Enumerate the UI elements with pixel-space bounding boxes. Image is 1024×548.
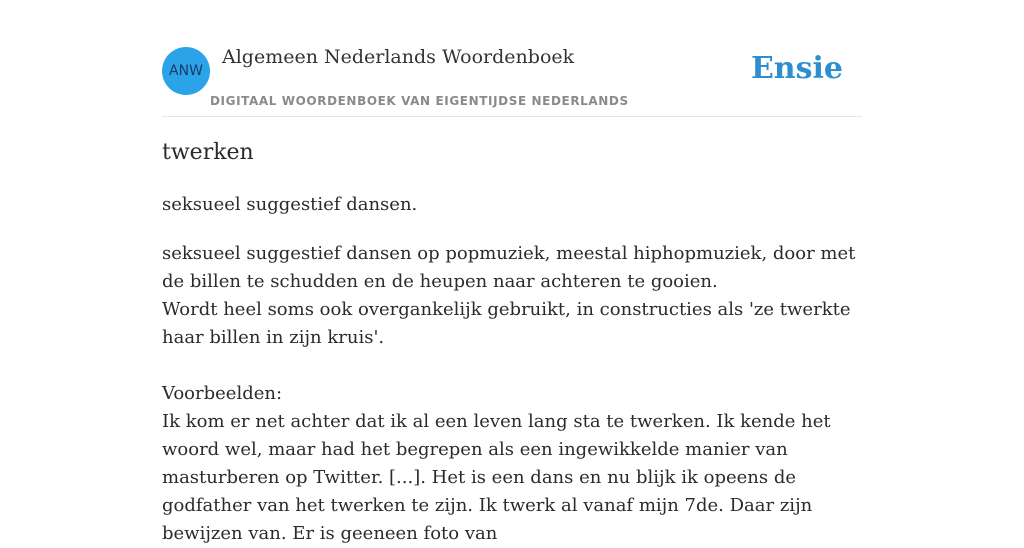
page <box>162 0 862 544</box>
site-title[interactable]: Algemeen Nederlands Woordenboek <box>222 46 575 68</box>
entry-long-definition: seksueel suggestief dansen op popmuziek, meestal hiphopmuziek, door met de billen te schudden en de heupen naar achteren te gooien. Wordt heel soms ook overgankelijk gebruikt, in constructies als 'ze twerkte haar billen in zijn kruis'. Voorbeelden: Ik kom er net achter dat ik al een leven lang sta te twerken. Ik kende het woord wel, maar had het begrepen als een ingewikkelde manier van masturberen op Twitter. [...]. Het is een dans en nu blijk ik opeens de godfather van het twerken te zijn. Ik twerk al vanaf mijn 7de. Daar zijn bewijzen van. Er is geeneen foto van <box>162 243 856 544</box>
entry-short-definition: seksueel suggestief dansen. <box>162 194 418 215</box>
header <box>162 0 862 117</box>
entry-headword: twerken <box>162 140 254 165</box>
anw-logo-text: ANW <box>169 63 203 79</box>
ensie-brand-link[interactable]: Ensie <box>750 51 843 86</box>
anw-logo[interactable] <box>162 47 210 95</box>
site-subtitle: DIGITAAL WOORDENBOEK VAN EIGENTIJDSE NEDERLANDS <box>210 94 629 108</box>
